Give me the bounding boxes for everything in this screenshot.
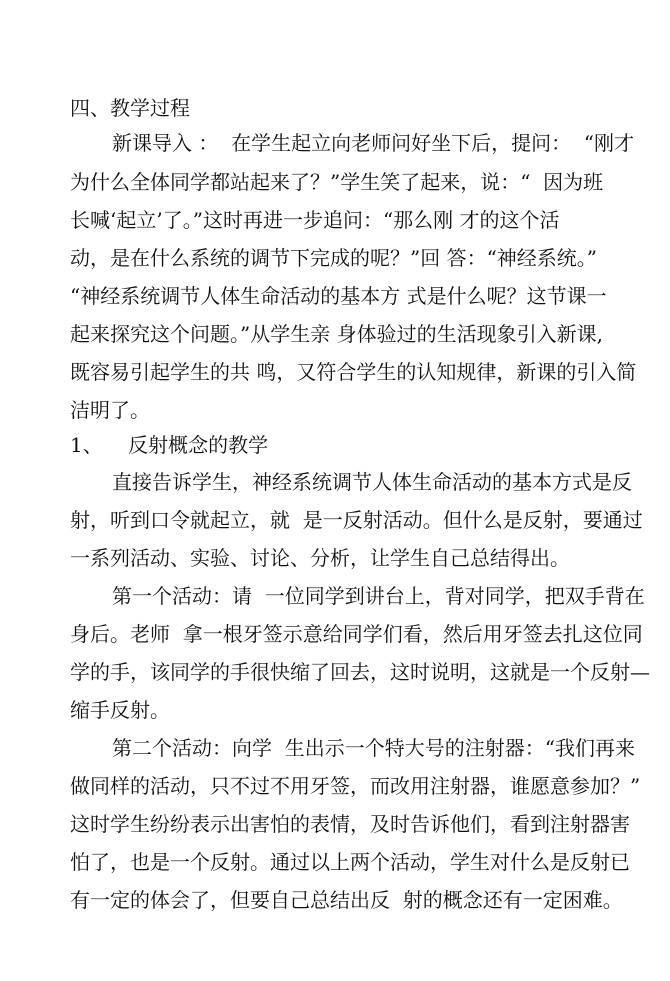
paragraph-line: 射，听到口令就起立，就 是一反射活动。但什么是反射，要通过 [70,508,643,532]
paragraph-line: 做同样的活动，只不过不用牙签，而改用注射器，谁愿意参加？” [70,774,641,798]
paragraph-line: 学的手，该同学的手很快缩了回去，这时说明，这就是一个反射— [70,660,650,684]
paragraph-line: 第一个活动：请 一位同学到讲台上，背对同学，把双手背在 [112,584,645,608]
intro-line: 动，是在什么系统的调节下完成的呢？”回 答：“神经系统。” [70,246,598,270]
intro-line: 长喊‘起立’了。”这时再进一步追问：“那么刚 才的这个活 [70,208,560,232]
intro-line: 既容易引起学生的共 鸣，又符合学生的认知规律，新课的引入简 [70,360,637,384]
paragraph-line: 直接告诉学生，神经系统调节人体生命活动的基本方式是反 [112,470,632,494]
intro-line: 起来探究这个问题。”从学生亲 身体验过的生活现象引入新课, [70,322,603,346]
paragraph-line: 缩手反射。 [70,698,170,722]
paragraph-line: 第二个活动：向学 生出示一个特大号的注射器：“我们再来 [112,736,635,760]
paragraph-line: 怕了，也是一个反射。通过以上两个活动，学生对什么是反射已 [70,850,630,874]
intro-line: 为什么全体同学都站起来了？”学生笑了起来，说：“ 因为班 [70,170,604,194]
paragraph-line: 有一定的体会了，但要自己总结出反 射的概念还有一定困难。 [70,888,623,912]
paragraph-line: 一系列活动、实验、讨论、分析，让学生自己总结得出。 [70,546,570,570]
paragraph-line: 身后。老师 拿一根牙签示意给同学们看，然后用牙签去扎这位同 [70,622,643,646]
paragraph-line: 这时学生纷纷表示出害怕的表情，及时告诉他们，看到注射器害 [70,812,630,836]
subsection-title: 1、 反射概念的教学 [70,433,269,457]
section-heading: 四、教学过程 [70,96,190,120]
intro-line: 新课导入 ： 在学生起立向老师问好坐下后，提问： “刚才 [112,131,635,155]
intro-line: “神经系统调节人体生命活动的基本方 式是什么呢？这节课一 [70,284,607,308]
intro-line: 洁明了。 [70,398,150,422]
